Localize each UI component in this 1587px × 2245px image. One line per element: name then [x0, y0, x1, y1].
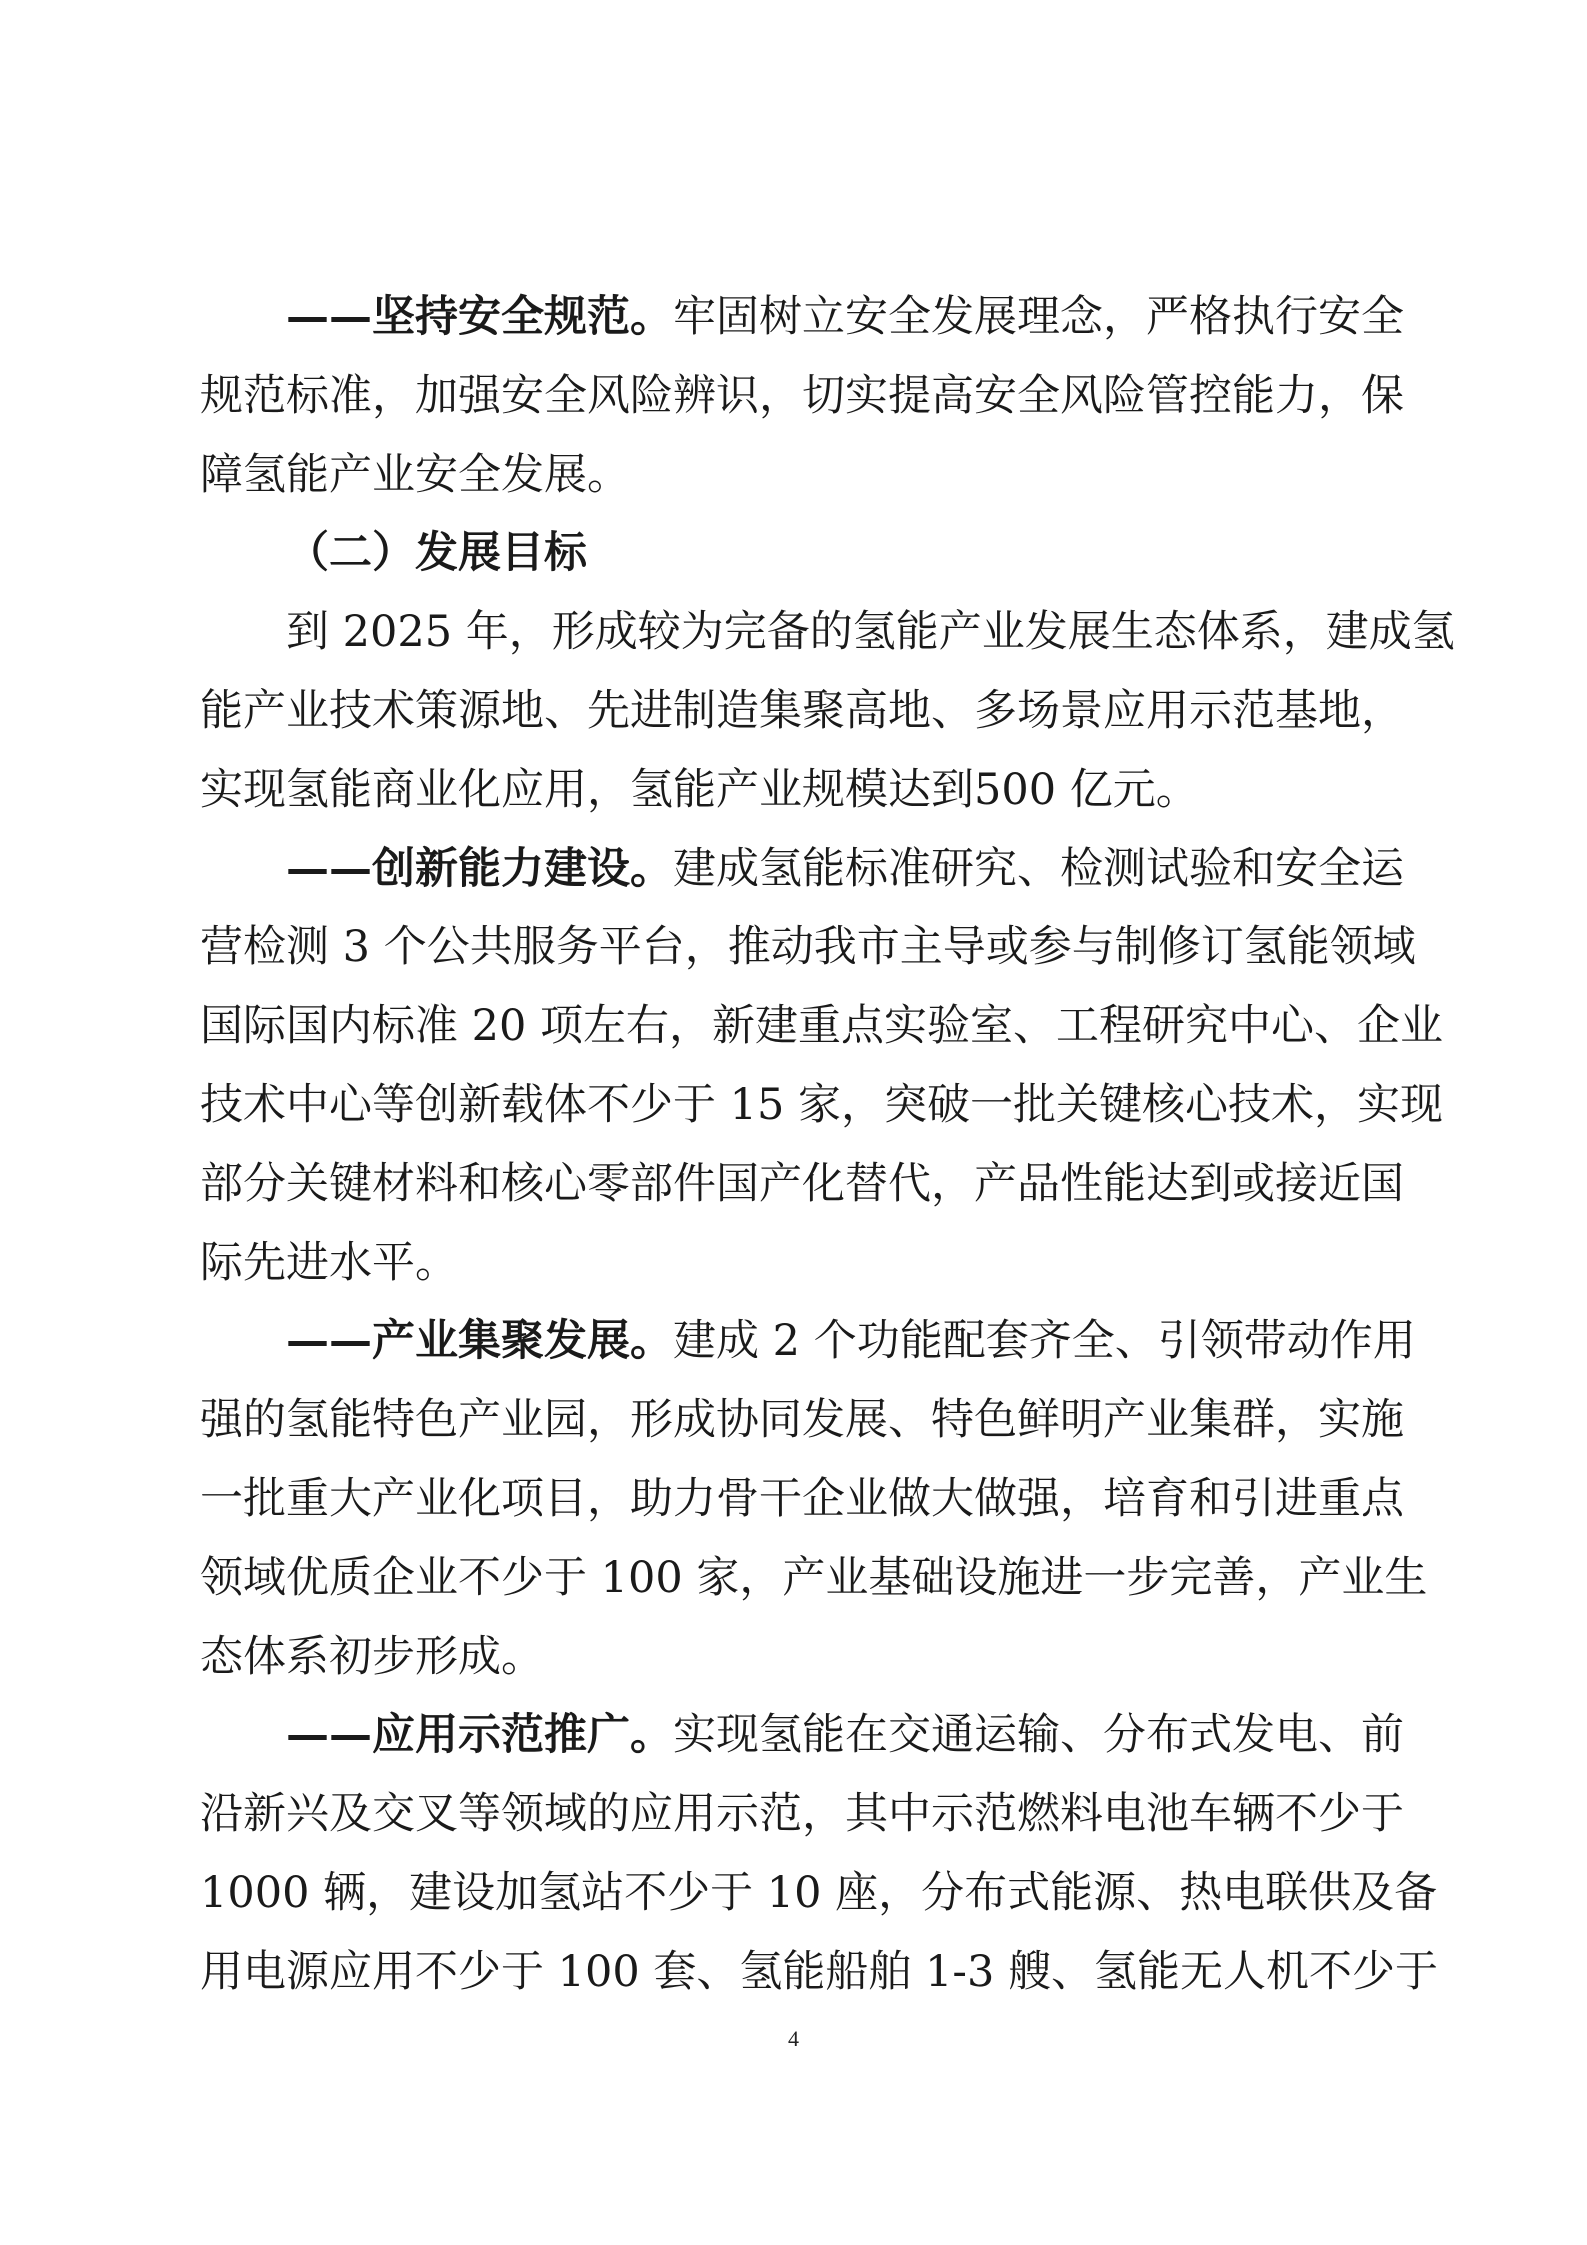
text-line: 能产业技术策源地、先进制造集聚高地、多场景应用示范基地， — [200, 685, 1404, 736]
text-line: ——产业集聚发展。建成 2 个功能配套齐全、引领带动作用 — [286, 1316, 1416, 1367]
paragraph-lead: ——创新能力建设。 — [286, 843, 673, 894]
text-line: 营检测 3 个公共服务平台，推动我市主导或参与制修订氢能领域 — [200, 922, 1416, 973]
paragraph-industry — [200, 1302, 1428, 1696]
text-line: 一批重大产业化项目，助力骨干企业做大做强，培育和引进重点 — [200, 1473, 1404, 1524]
paragraph-lead: ——应用示范推广。 — [286, 1710, 673, 1761]
text-line: 强的氢能特色产业园，形成协同发展、特色鲜明产业集群，实施 — [200, 1395, 1404, 1446]
text-line: 领域优质企业不少于 100 家，产业基础设施进一步完善，产业生 — [200, 1552, 1428, 1603]
text-line: 部分关键材料和核心零部件国产化替代，产品性能达到或接近国 — [200, 1158, 1404, 1209]
text-line: 际先进水平。 — [200, 1237, 458, 1288]
paragraph-application — [200, 1696, 1438, 2011]
page-number: 4 — [788, 2026, 799, 2051]
text-line: 到 2025 年，形成较为完备的氢能产业发展生态体系，建成氢 — [286, 607, 1455, 658]
section-heading: （二）发展目标 — [286, 528, 587, 579]
paragraph-goal — [200, 593, 1455, 829]
text-line: ——创新能力建设。建成氢能标准研究、检测试验和安全运 — [286, 843, 1404, 894]
text-line: 国际国内标准 20 项左右，新建重点实验室、工程研究中心、企业 — [200, 1001, 1444, 1052]
text-line: 沿新兴及交叉等领域的应用示范，其中示范燃料电池车辆不少于 — [200, 1789, 1404, 1840]
paragraph-safety — [200, 278, 1404, 514]
text-line: 1000 辆，建设加氢站不少于 10 座，分布式能源、热电联供及备 — [200, 1867, 1438, 1918]
text-line: 用电源应用不少于 100 套、氢能船舶 1-3 艘、氢能无人机不少于 — [200, 1946, 1438, 1997]
text-line: 规范标准，加强安全风险辨识，切实提高安全风险管控能力，保 — [200, 370, 1404, 421]
text-line: 实现氢能商业化应用，氢能产业规模达到500 亿元。 — [200, 764, 1199, 815]
paragraph-lead: ——坚持安全规范。 — [286, 292, 673, 342]
paragraph-innovation — [200, 830, 1444, 1303]
text-line: 障氢能产业安全发展。 — [200, 449, 630, 500]
text-line: 态体系初步形成。 — [200, 1631, 544, 1682]
text-line: ——坚持安全规范。牢固树立安全发展理念，严格执行安全 — [286, 292, 1404, 342]
text-line: ——应用示范推广。实现氢能在交通运输、分布式发电、前 — [286, 1710, 1404, 1761]
paragraph-lead: ——产业集聚发展。 — [286, 1316, 673, 1367]
text-line: 技术中心等创新载体不少于 15 家，突破一批关键核心技术，实现 — [200, 1079, 1444, 1130]
document-body — [200, 278, 1455, 2012]
